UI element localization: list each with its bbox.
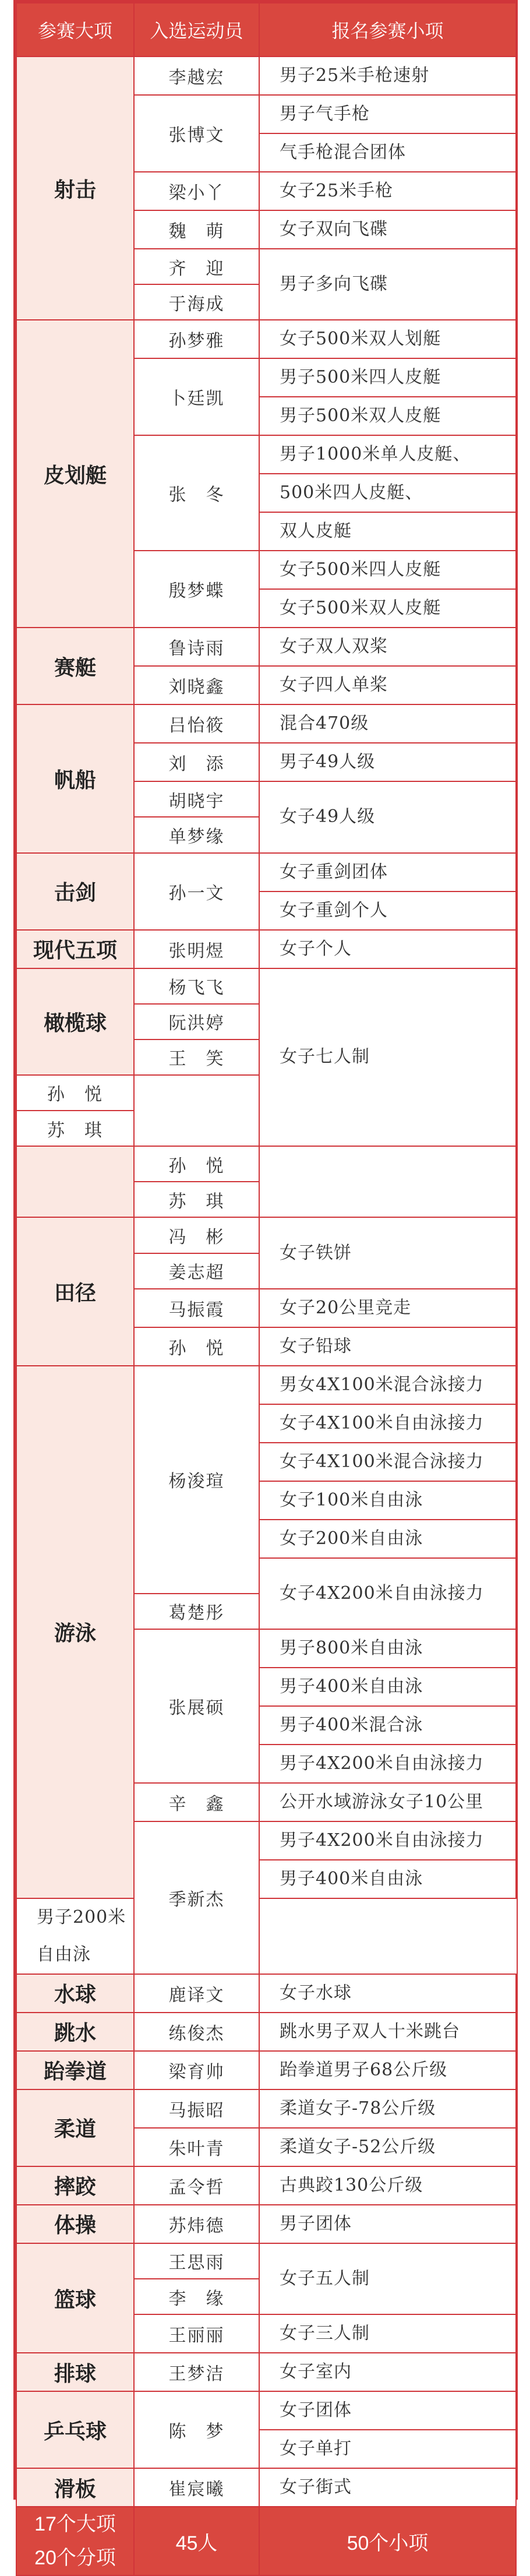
category-cell: 排球 — [16, 2353, 134, 2391]
event-cell: 女子双向飞碟 — [259, 210, 516, 249]
athlete-cell: 孟令哲 — [134, 2166, 259, 2205]
event-cell-empty — [259, 1146, 516, 1217]
athlete-cell: 殷梦蝶 — [134, 551, 259, 628]
athlete-cell: 练俊杰 — [134, 2013, 259, 2051]
event-cell: 女子20公里竞走 — [259, 1289, 516, 1327]
event-cell: 男子200米自由泳 — [16, 1898, 134, 1974]
event-cell: 男子4X200米自由泳接力 — [259, 1745, 516, 1783]
table-row — [16, 2089, 516, 2128]
event-cell: 女子团体 — [259, 2391, 516, 2430]
category-cell: 乒乓球 — [16, 2391, 134, 2468]
category-cell: 赛艇 — [16, 628, 134, 704]
category-cell: 橄榄球 — [16, 968, 134, 1075]
event-cell: 女子500米四人皮艇 — [259, 551, 516, 589]
category-cell: 田径 — [16, 1217, 134, 1365]
athlete-cell: 齐 迎 — [134, 249, 259, 284]
table-row — [16, 2013, 516, 2051]
footer-summary-line: 20个分项 — [34, 2547, 116, 2570]
athlete-cell: 孙 悦 — [16, 1075, 134, 1111]
athlete-cell: 马振昭 — [134, 2089, 259, 2128]
table-row — [16, 2243, 516, 2279]
category-cell: 篮球 — [16, 2243, 134, 2353]
table-row — [16, 1366, 516, 1404]
table-row — [16, 2205, 516, 2243]
category-cell: 现代五项 — [16, 930, 134, 968]
event-cell: 公开水域游泳女子10公里 — [259, 1783, 516, 1821]
athlete-cell: 卜廷凯 — [134, 358, 259, 435]
category-cell-empty — [16, 1146, 134, 1217]
footer-summary — [16, 2507, 134, 2575]
event-cell: 女子单打 — [259, 2430, 516, 2468]
table-row — [16, 1146, 516, 1182]
athlete-cell: 李 缘 — [134, 2279, 259, 2314]
category-cell: 滑板 — [16, 2468, 134, 2507]
category-cell: 射击 — [16, 57, 134, 320]
table-row — [16, 1974, 516, 2013]
athlete-cell: 苏 琪 — [16, 1111, 134, 1146]
event-cell: 女子4X200米自由泳接力 — [259, 1558, 516, 1629]
athlete-cell: 陈 梦 — [134, 2391, 259, 2468]
event-cell: 女子重剑个人 — [259, 891, 516, 930]
table-footer — [16, 2507, 516, 2575]
category-cell: 皮划艇 — [16, 320, 134, 628]
header-events: 报名参赛小项 — [259, 3, 516, 57]
table-row — [16, 320, 516, 358]
table-row — [16, 853, 516, 891]
event-cell: 女子500米双人划艇 — [259, 320, 516, 358]
table-row — [16, 2468, 516, 2507]
athlete-cell: 张展硕 — [134, 1629, 259, 1783]
event-cell: 男子400米混合泳 — [259, 1706, 516, 1745]
category-cell: 体操 — [16, 2205, 134, 2243]
event-cell: 男子团体 — [259, 2205, 516, 2243]
event-cell — [259, 781, 516, 852]
event-cell: 女子室内 — [259, 2353, 516, 2391]
athlete-cell: 梁育帅 — [134, 2051, 259, 2089]
athlete-cell: 刘 添 — [134, 743, 259, 781]
athlete-cell: 朱叶青 — [134, 2128, 259, 2166]
athlete-cell: 魏 萌 — [134, 210, 259, 249]
athlete-cell: 苏 琪 — [134, 1182, 259, 1217]
footer-event-total: 50个小项 — [259, 2507, 516, 2575]
event-cell: 气手枪混合团体 — [259, 133, 516, 172]
header-athlete: 入选运动员 — [134, 3, 259, 57]
event-cell: 男子800米自由泳 — [259, 1629, 516, 1668]
category-cell: 帆船 — [16, 704, 134, 852]
event-cell — [259, 968, 516, 1147]
event-cell: 男子400米自由泳 — [259, 1668, 516, 1706]
category-cell: 柔道 — [16, 2089, 134, 2166]
athlete-cell: 鹿译文 — [134, 1974, 259, 2013]
category-cell: 跆拳道 — [16, 2051, 134, 2089]
event-cell: 女子100米自由泳 — [259, 1481, 516, 1520]
athlete-cell: 单梦缘 — [134, 817, 259, 852]
athlete-cell: 王 笑 — [134, 1039, 259, 1075]
event-line: 女子铁饼 — [280, 1242, 352, 1263]
athlete-cell: 于海成 — [134, 284, 259, 320]
event-cell: 女子4X100米混合泳接力 — [259, 1443, 516, 1481]
event-cell: 男子500米双人皮艇 — [259, 397, 516, 435]
athlete-cell: 阮洪婷 — [134, 1004, 259, 1039]
event-cell: 女子铅球 — [259, 1327, 516, 1366]
event-cell: 女子个人 — [259, 930, 516, 968]
event-cell: 男子4X200米自由泳接力 — [259, 1821, 516, 1860]
athlete-cell: 张明煜 — [134, 930, 259, 968]
event-cell: 双人皮艇 — [259, 512, 516, 551]
category-cell: 跳水 — [16, 2013, 134, 2051]
athlete-cell: 梁小丫 — [134, 172, 259, 210]
event-line: 女子七人制 — [280, 1046, 370, 1067]
athlete-cell: 胡晓宇 — [134, 781, 259, 817]
table-row — [16, 2353, 516, 2391]
event-cell: 女子4X100米自由泳接力 — [259, 1404, 516, 1443]
table-row — [16, 1898, 516, 1974]
athlete-cell: 冯 彬 — [134, 1217, 259, 1253]
table-row — [16, 704, 516, 743]
athlete-cell: 张博文 — [134, 95, 259, 172]
category-cell: 游泳 — [16, 1366, 134, 1898]
event-cell — [259, 1217, 516, 1288]
athlete-cell: 王思雨 — [134, 2243, 259, 2279]
event-cell — [259, 2243, 516, 2314]
athlete-cell: 季新杰 — [134, 1821, 259, 1974]
category-cell: 摔跤 — [16, 2166, 134, 2205]
event-line: 女子五人制 — [280, 2268, 370, 2289]
event-cell: 男子1000米单人皮艇、 — [259, 435, 516, 474]
athlete-cell: 李越宏 — [134, 57, 259, 95]
event-cell: 古典跤130公斤级 — [259, 2166, 516, 2205]
athlete-cell: 王丽丽 — [134, 2314, 259, 2353]
event-cell: 女子200米自由泳 — [259, 1520, 516, 1558]
table-row — [16, 57, 516, 95]
footer-summary-line: 17个大项 — [34, 2513, 116, 2536]
athlete-cell: 苏炜德 — [134, 2205, 259, 2243]
event-cell: 跆拳道男子68公斤级 — [259, 2051, 516, 2089]
athlete-cell: 崔宸曦 — [134, 2468, 259, 2507]
event-cell: 女子街式 — [259, 2468, 516, 2507]
athlete-cell: 孙一文 — [134, 853, 259, 930]
athlete-cell: 鲁诗雨 — [134, 628, 259, 666]
event-cell: 男女4X100米混合泳接力 — [259, 1366, 516, 1404]
table-body — [16, 57, 516, 2507]
event-line: 男子多向飞碟 — [280, 274, 388, 295]
category-cell: 水球 — [16, 1974, 134, 2013]
header-category: 参赛大项 — [16, 3, 134, 57]
event-cell: 500米四人皮艇、 — [259, 474, 516, 512]
event-cell: 女子25米手枪 — [259, 172, 516, 210]
event-cell: 女子三人制 — [259, 2314, 516, 2353]
table-row — [16, 2051, 516, 2089]
event-cell: 跳水男子双人十米跳台 — [259, 2013, 516, 2051]
athlete-cell: 马振霞 — [134, 1289, 259, 1327]
event-cell: 女子四人单桨 — [259, 666, 516, 704]
event-cell: 男子400米自由泳 — [259, 1860, 516, 1898]
athlete-cell: 杨飞飞 — [134, 968, 259, 1004]
roster-table — [16, 2, 517, 2576]
event-line: 女子49人级 — [280, 806, 376, 827]
event-cell — [259, 249, 516, 320]
athlete-cell: 张 冬 — [134, 435, 259, 551]
athlete-cell: 刘晓鑫 — [134, 666, 259, 704]
event-cell: 男子气手枪 — [259, 95, 516, 133]
roster-page — [13, 0, 518, 2570]
footer-athlete-total: 45人 — [134, 2507, 259, 2575]
athlete-cell: 吕怡筱 — [134, 704, 259, 743]
event-cell: 柔道女子-78公斤级 — [259, 2089, 516, 2128]
roster-table-frame — [13, 0, 518, 2570]
athlete-cell: 王梦洁 — [134, 2353, 259, 2391]
event-cell: 柔道女子-52公斤级 — [259, 2128, 516, 2166]
athlete-cell: 孙梦雅 — [134, 320, 259, 358]
event-cell: 混合470级 — [259, 704, 516, 743]
event-cell: 女子水球 — [259, 1974, 516, 2013]
table-row — [16, 2166, 516, 2205]
table-header — [16, 3, 516, 57]
event-cell: 女子双人双桨 — [259, 628, 516, 666]
athlete-cell: 孙 悦 — [134, 1146, 259, 1182]
event-cell: 男子25米手枪速射 — [259, 57, 516, 95]
event-cell: 女子重剑团体 — [259, 853, 516, 891]
event-cell: 男子500米四人皮艇 — [259, 358, 516, 397]
event-cell: 女子500米双人皮艇 — [259, 589, 516, 628]
event-cell: 男子49人级 — [259, 743, 516, 781]
category-cell: 击剑 — [16, 853, 134, 930]
table-row — [16, 628, 516, 666]
table-row — [16, 968, 516, 1004]
table-row — [16, 930, 516, 968]
athlete-cell: 姜志超 — [134, 1253, 259, 1289]
athlete-cell: 杨浚瑄 — [134, 1366, 259, 1594]
table-row — [16, 2391, 516, 2430]
athlete-cell: 孙 悦 — [134, 1327, 259, 1366]
athlete-cell: 葛楚彤 — [134, 1594, 259, 1629]
athlete-cell: 辛 鑫 — [134, 1783, 259, 1821]
table-row — [16, 1217, 516, 1253]
